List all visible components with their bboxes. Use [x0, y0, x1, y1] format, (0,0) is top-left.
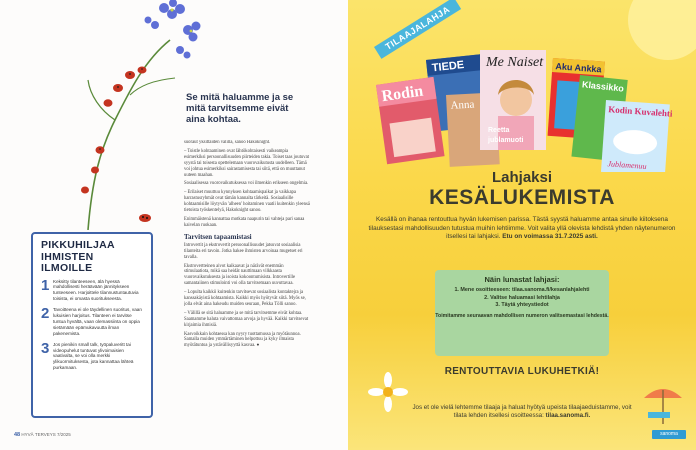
redeem-heading: Näin lunastat lahjasi: [484, 275, 560, 284]
article-paragraph: Enimmäistenä kannattaa motkata naapurin tai vahteja pari sanaa kaivelan ruokaan. [184, 216, 305, 228]
redeem-step: 2. Valitse haluamasi lehtilahja [484, 294, 560, 301]
article-paragraph: – Lopulta kaikkii kuitenkin tarvitsevat sosiaalista kontaktejra ja kanssakäyistä kohtaamista. Kaikki myös hyötyvät siitä. Myös se, jolla elvät aina hakeudu muiden seuraan, Pekka Tölli sanoo. [184, 290, 306, 307]
promo-slogan: RENTOUTTAVIA LUKUHETKIÄ! [444, 366, 600, 377]
redeem-step[interactable]: 1. Mene osoitteeseen: tilaa.sanoma.fi/kesanlahjalehti [454, 287, 590, 293]
page-number: 48 [14, 432, 21, 438]
right-page [348, 0, 696, 450]
tip-number: 1 [41, 276, 50, 294]
tip-item [41, 339, 145, 372]
article-subheading: Tarvitsen tapaamistasi [184, 232, 252, 241]
tip-number: 2 [41, 305, 50, 323]
lead-validity: Etu on voimassa 31.7.2025 asti. [502, 233, 598, 241]
cover-text: Reetta [488, 127, 510, 134]
redeem-note: Toimitamme seuraavan mahdollisen numeron valitsemastasi lehdestä. [435, 312, 609, 319]
tip-text: Keksitty tilanteeseen, älä hyessä mahdollisesti heräävään jännitykseen tunteeseen. Harjoittele tilannustuntautuvia toisista, ei omasta suoritukseesta. [53, 278, 139, 302]
redeem-instructions [435, 270, 609, 356]
beach-chair-icon [640, 380, 686, 424]
promo-subtitle: Lahjaksi [491, 169, 553, 186]
cover-title: Klassikko [581, 79, 625, 94]
magazine-issue: HYVÄ TERVEYS 7/2025 [21, 432, 71, 437]
cover-me-naiset [480, 50, 546, 150]
promo-title: KESÄLUKEMISTA [429, 186, 615, 209]
tips-box [31, 232, 153, 418]
article-paragraph: – Erilaiset muuttuu kynnyksen kohtaamispaikat ja vaikkapa harrastusryhmät ovat tämän kannalta tärkeitä. Sosiaalisille kohtaamisille löytyvän 'alheen' hoitaminen vaatii kuitenkin yleensä tietoista työskentelyä, Hakoknight sanoo. [184, 190, 310, 214]
tip-text: Jos pienikin small talk, työpaluveritt tai videopuhelut tuntuvat ylivoimaisien vaativalta, se voi olla merkki ylikuormituksesta, jota kannattaa lähteä purkamaan. [53, 341, 134, 371]
promo-lead [366, 216, 678, 242]
pull-quote: Se mitä haluamme ja se mitä tarvitsemme eivät aina kohtaa. [186, 92, 294, 125]
subscribe-text: Jos et ole vielä lehtemme tilaaja ja haluat hyötyä upeista tilaajaeduistamme, voit tilata lehden itsellesi osoitteessa: [412, 404, 632, 420]
sanoma-logo: sanoma [652, 430, 686, 439]
cover-title: Aku Ankka [555, 61, 602, 75]
article-paragraph: Sosiaalisessa vuorovaikutuksessa voi ilmenkin erikseen ongelmia. [184, 181, 309, 187]
page-footer [14, 432, 71, 438]
cover-title: TIEDE [431, 59, 465, 75]
cover-title: Rodin [380, 82, 425, 106]
cover-title: Anna [450, 98, 475, 112]
cover-title: Me Naiset [486, 55, 544, 70]
article-paragraph: – Toistle kohtaaminen ovat lähtökohtaisesti vaikeampia esimerkiksi persoonallisuuden piirteiden takia. Toiset taas joutuvat syystä tai toisesta opettelemaan vuorovaikutusta uudelleen. Tämä voi johtua esimerkiksi sairastamisesta tai siitä, että on muuttanut uuteen maahan. [184, 148, 309, 178]
magazine-covers [348, 0, 696, 172]
article-body [184, 140, 310, 412]
subscribe-note [408, 404, 636, 420]
cover-kodin-kuvalehti [601, 100, 674, 172]
ladybug-icon [138, 212, 152, 222]
article-paragraph: Kasvoikkain kohtaessa kan nyyry tuottamussa ja myötäunnoa. Samalla muiden ymmärtäminen helpottuu ja kyky ilmaista myötätuntoa ja ystävällisyyttä kasvaa. ● [184, 331, 301, 349]
tip-item [41, 307, 145, 337]
tips-title: PIKKUHILJAA IHMISTEN ILMOILLE [41, 239, 115, 274]
article-paragraph: suoraut yksittäiden välillä, sanoo Hakoknight. [184, 140, 271, 145]
cover-rodin [376, 77, 445, 164]
cover-text: jublamuoti [488, 137, 524, 144]
cover-title: Kodin Kuvalehti [608, 104, 673, 119]
cover-text: Jublamenuu [607, 159, 647, 171]
article-paragraph: Introvertit ja ekstrovertit persoonallisuudet jatsuvat sosiaalisia tilanteita eri tavoin. Jotka hakee ihmisten arvoinaa mugetset eri tavalla. [184, 242, 303, 260]
tip-item [41, 276, 145, 303]
redeem-step: 3. Täytä yhteystiedot [495, 302, 549, 308]
tip-text: Tavoitteena ei ole täydellinen suoritus, vaan lukuisien harjoitus. Tilanteen ei tarvitse tuntua hyvältä, vaan olemassiinta on oppia sietämään epämukavuutta ilman pakenemista. [53, 307, 142, 336]
lead-text: Kesällä on ihanaa rentouttua hyvän lukemisen parissa. Tästä syystä haluamme antaa sinulle kiitoksena tilauksestasi mahdollisuuden tutustua muihin lehtiimme. Voit valita yllä olevista lehdistä yhden näytenumeron itsellesi tai lahjaksi. [368, 216, 676, 241]
gift-badge: TILAAJALAHJA [374, 0, 461, 59]
article-paragraph: Ekstrovertteinen aivot kaikaavat ja närävät enemmän stimulaatiota, mikä saa heidät nauttimaan vilkkaasta vuorovaikutuksesta ja isoista kokoontumisista. Introvertille samantaiinen stimulointi voi olla tarvitsemaan uuvuttavaa. [184, 263, 296, 287]
article-paragraph: – Välillä se sitä haluamme ja se mitä tarvitsemme eivät kohtaa. Saamamme haluta vaivattomaa arvoja ja hyvää. Kaikki tarvitsevat kirjaimia ihmisiä. [184, 310, 309, 328]
daisy-icon [368, 372, 408, 412]
subscribe-link[interactable]: tilaa.sanoma.fi. [545, 412, 591, 420]
tip-number: 3 [41, 339, 50, 357]
